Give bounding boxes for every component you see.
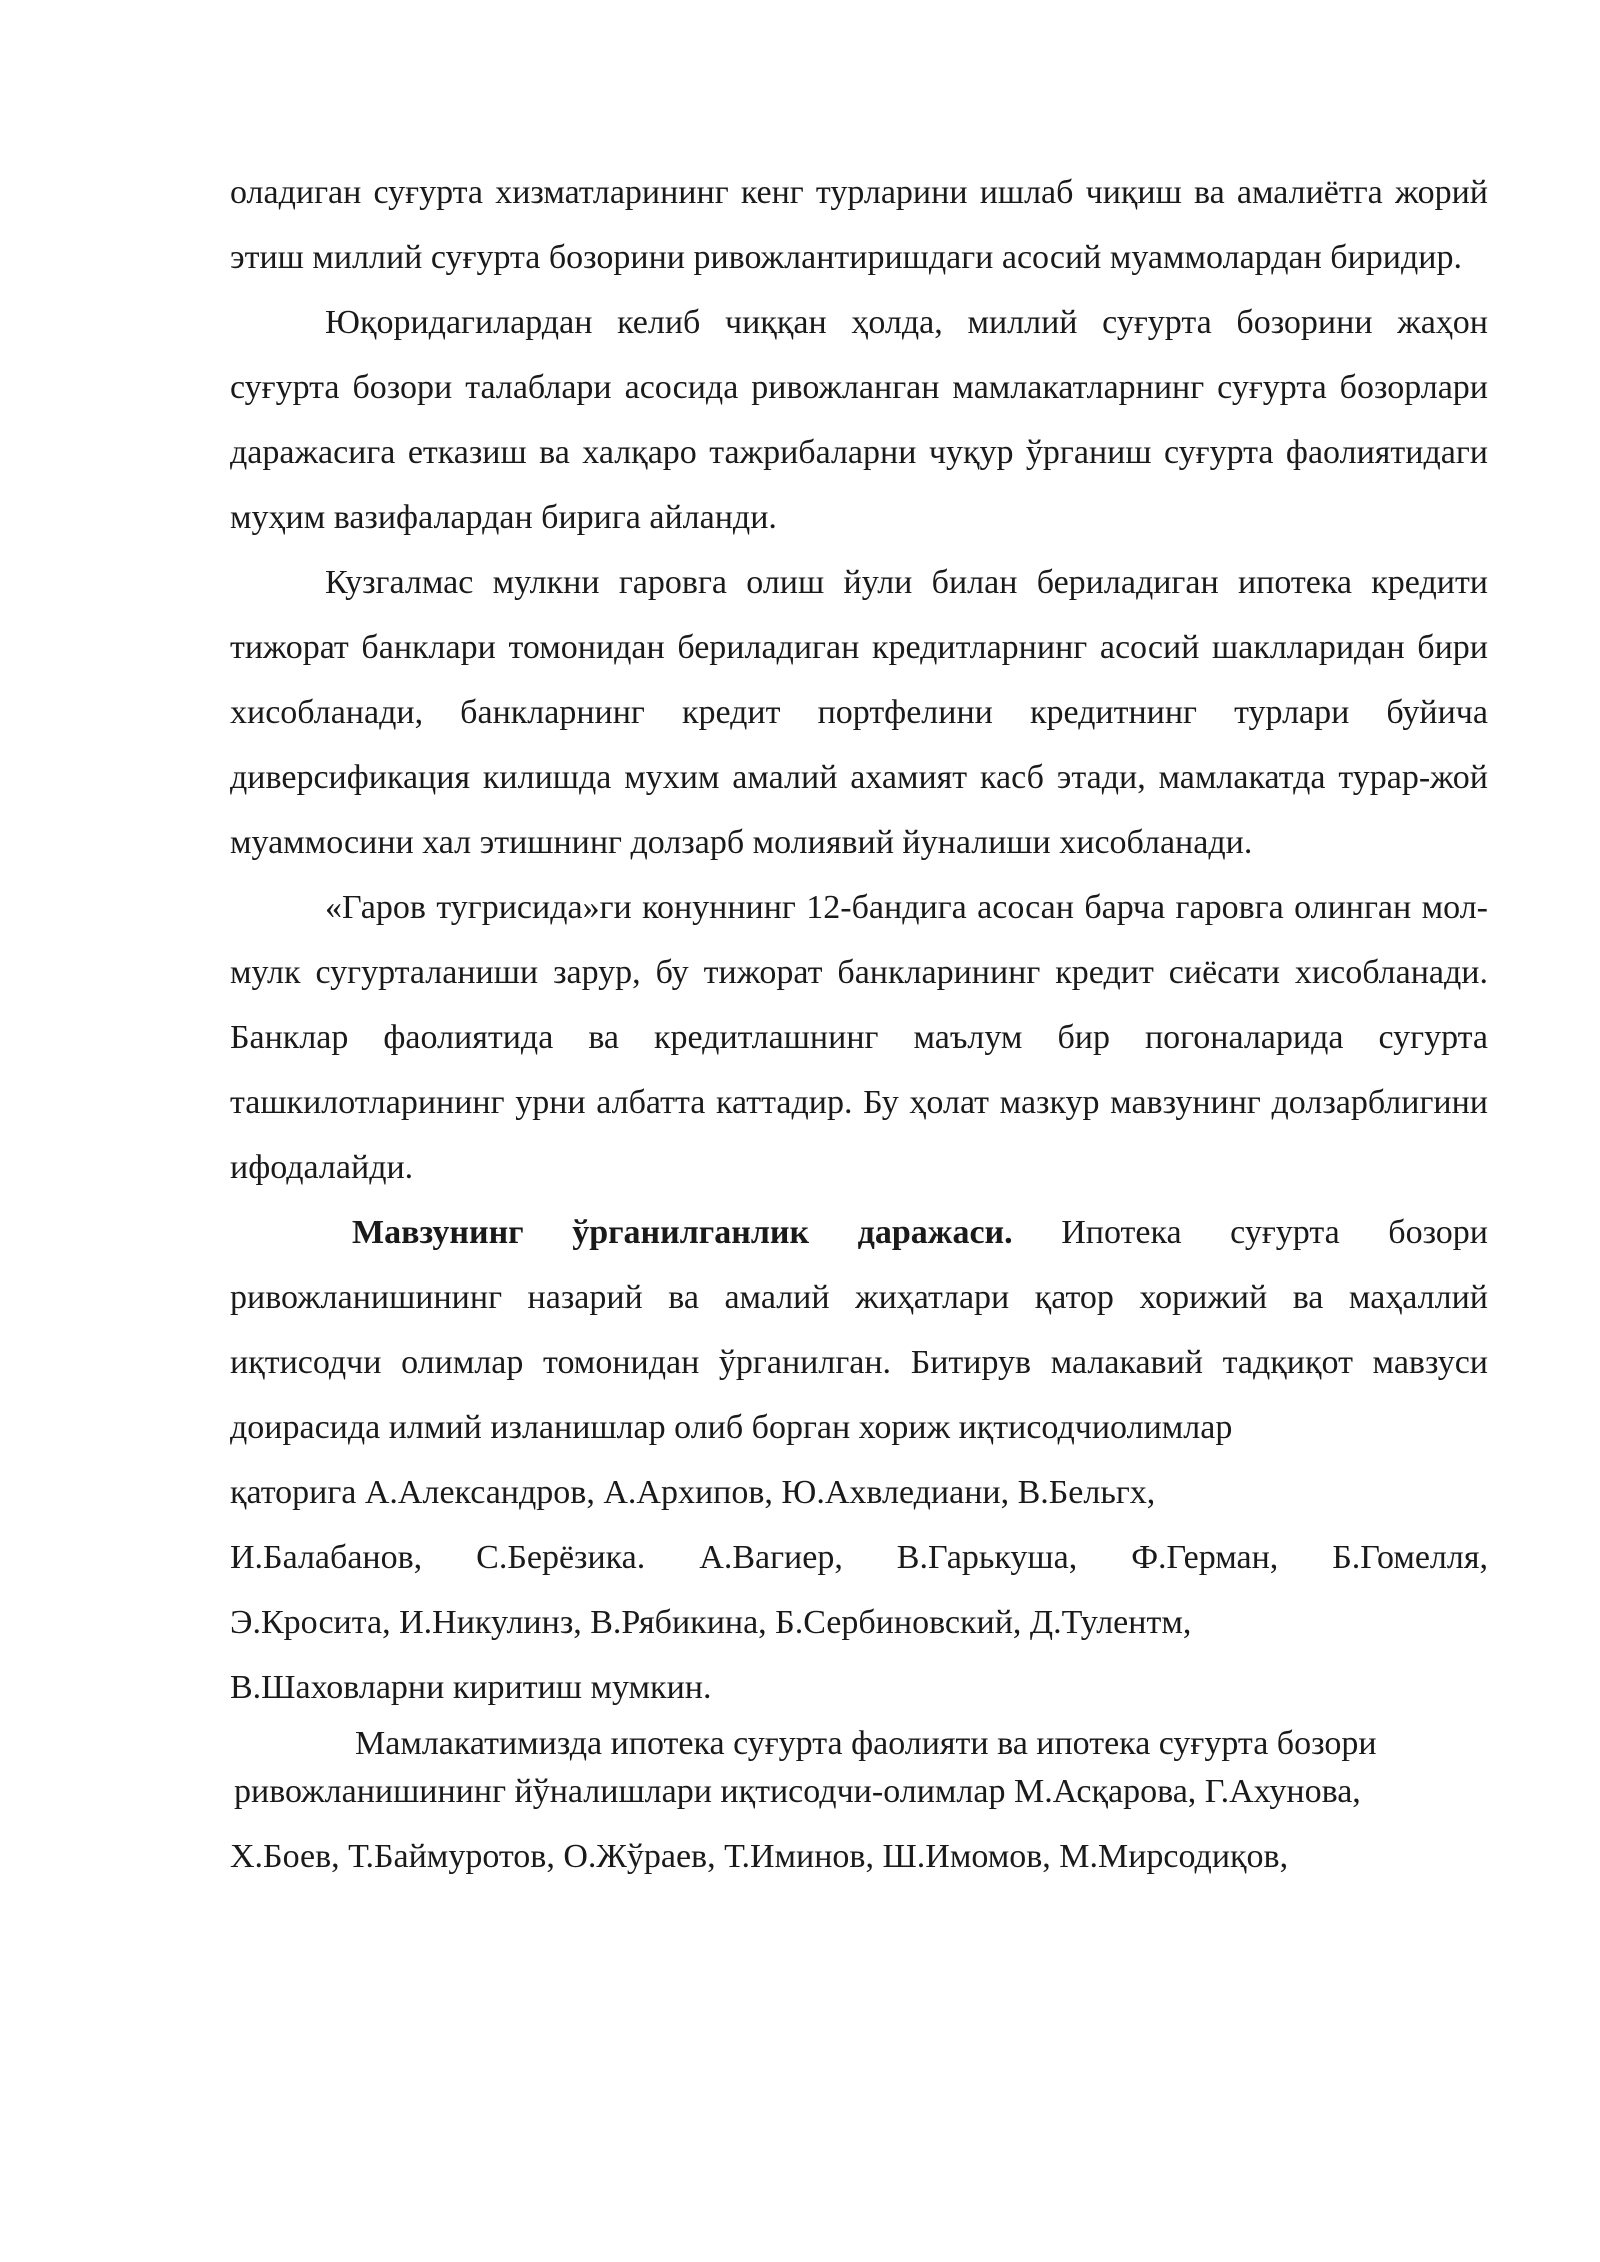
paragraph-5-line-3: Э.Кросита, И.Никулинз, В.Рябикина, Б.Сербиновский, Д.Тулентм, [230, 1604, 1192, 1641]
paragraph-5 [230, 1200, 1488, 1460]
paragraph-6 [230, 1720, 1488, 1889]
document-body [230, 160, 1488, 1889]
paragraph-2: Юқоридагилардан келиб чиққан ҳолда, миллий суғурта бозорини жаҳон суғурта бозори талаблари асосида ривожланган мамлакатларнинг суғурта бозорлари даражасига етказиш ва халқаро тажрибаларни чуқур ўрганиш суғурта фаолиятидаги муҳим вазифалардан бирига айланди. [230, 304, 1488, 536]
paragraph-5-line-2: И.Балабанов, С.Берёзика. А.Вагиер, В.Гарькуша, Ф.Герман, Б.Гомелля, [230, 1539, 1488, 1576]
paragraph-6-line-2: ривожланишининг йўналишлари иқтисодчи-олимлар М.Асқарова, Г.Ахунова, [234, 1773, 1361, 1810]
paragraph-6-line-3: Х.Боев, Т.Баймуротов, О.Жўраев, Т.Иминов, Ш.Имомов, М.Мирсодиқов, [230, 1838, 1289, 1875]
paragraph-5-line-4: В.Шаховларни киритиш мумкин. [230, 1669, 712, 1706]
paragraph-4: «Гаров тугрисида»ги конуннинг 12-бандига асосан барча гаровга олинган мол-мулк сугурталаниши зарур, бу тижорат банкларининг кредит сиёсати хисобланади. Банклар фаолиятида ва кредитлашнинг маълум бир погоналарида сугурта ташкилотларининг урни албатта каттадир. Бу ҳолат мазкур мавзунинг долзарблигини ифодалайди. [230, 889, 1488, 1186]
section-heading-inline: Мавзунинг ўрганилганлик даражаси. [352, 1214, 1013, 1251]
paragraph-6-line-1: Мамлакатимизда ипотека суғурта фаолияти ва ипотека суғурта бозори [355, 1725, 1377, 1762]
paragraph-1: оладиган суғурта хизматларининг кенг турларини ишлаб чиқиш ва амалиётга жорий этиш миллий суғурта бозорини ривожлантиришдаги асосий муаммолардан биридир. [230, 174, 1488, 276]
paragraph-3: Кузгалмас мулкни гаровга олиш йули билан бериладиган ипотека кредити тижорат банклари томонидан бериладиган кредитларнинг асосий шаклларидан бири хисобланади, банкларнинг кредит портфелини кредитнинг турлари буйича диверсификация килишда мухим амалий ахамият касб этади, мамлакатда турар-жой муаммосини хал этишнинг долзарб молиявий йуналиши хисобланади. [230, 564, 1488, 861]
paragraph-5-line-1: қаторига А.Александров, А.Архипов, Ю.Ахвледиани, В.Бельгх, [230, 1474, 1156, 1511]
paragraph-5-text: Ипотека суғурта бозори ривожланишининг назарий ва амалий жиҳатлари қатор хорижий ва маҳаллий иқтисодчи олимлар томонидан ўрганилган. Битирув малакавий тадқиқот мавзуси доирасида илмий изланишлар олиб борган хориж иқтисодчиолимлар [230, 1214, 1488, 1446]
